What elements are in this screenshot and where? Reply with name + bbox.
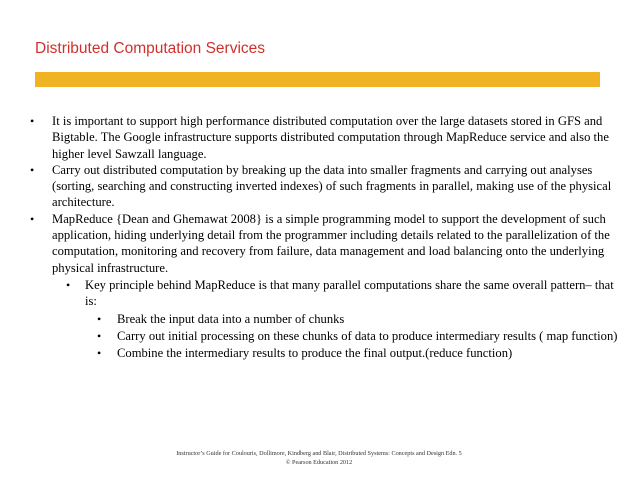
bullet-icon: • <box>30 211 35 226</box>
sub-sub-bullet-text: Break the input data into a number of chunks <box>117 311 345 326</box>
footer-copyright: © Pearson Education 2012 <box>285 458 353 466</box>
slide-title: Distributed Computation Services <box>35 40 266 57</box>
bullet-text: Carry out distributed computation by breaking up the data into smaller fragments and carrying out analyses (sorting, searching and constructing inverted indexes) of such fragments in parallel, making use of the physical architecture. <box>52 162 612 210</box>
sub-sub-bullet-item <box>28 328 624 344</box>
title-underline-bar <box>35 72 600 87</box>
sub-sub-bullet-text: Combine the intermediary results to produce the final output.(reduce function) <box>117 346 513 361</box>
bullet-list <box>28 113 624 361</box>
sub-bullet-item <box>28 277 624 310</box>
sub-sub-bullet-item <box>28 345 624 361</box>
bullet-icon: • <box>66 277 71 292</box>
bullet-icon: • <box>97 346 102 361</box>
slide-footer <box>0 450 638 467</box>
bullet-text: It is important to support high performance distributed computation over the large datasets stored in GFS and Bigtable. The Google infrastructure supports distributed computation through MapReduce service and also the higher level Sawzall language. <box>52 114 609 161</box>
bullet-item <box>28 162 624 211</box>
bullet-icon: • <box>30 162 35 177</box>
bullet-icon: • <box>97 328 102 343</box>
bullet-icon: • <box>97 311 102 326</box>
footer-citation: Instructor’s Guide for Coulouris, Dollimore, Kindberg and Blair, Distributed Systems: Concepts and Design Edn. 5 <box>176 450 462 457</box>
bullet-item <box>28 211 624 276</box>
sub-sub-bullet-item <box>28 311 624 327</box>
sub-sub-bullet-text: Carry out initial processing on these chunks of data to produce intermediary results ( map function) <box>117 328 618 343</box>
bullet-icon: • <box>30 114 35 128</box>
bullet-item <box>28 113 624 162</box>
sub-bullet-text: Key principle behind MapReduce is that many parallel computations share the same overall pattern– that is: <box>85 277 614 309</box>
bullet-text: MapReduce {Dean and Ghemawat 2008} is a simple programming model to support the development of such application, hiding underlying detail from the programmer including details related to the parallelization of the computation, monitoring and recovery from failure, data management and load balancing onto the underlying physical infrastructure. <box>52 211 610 275</box>
